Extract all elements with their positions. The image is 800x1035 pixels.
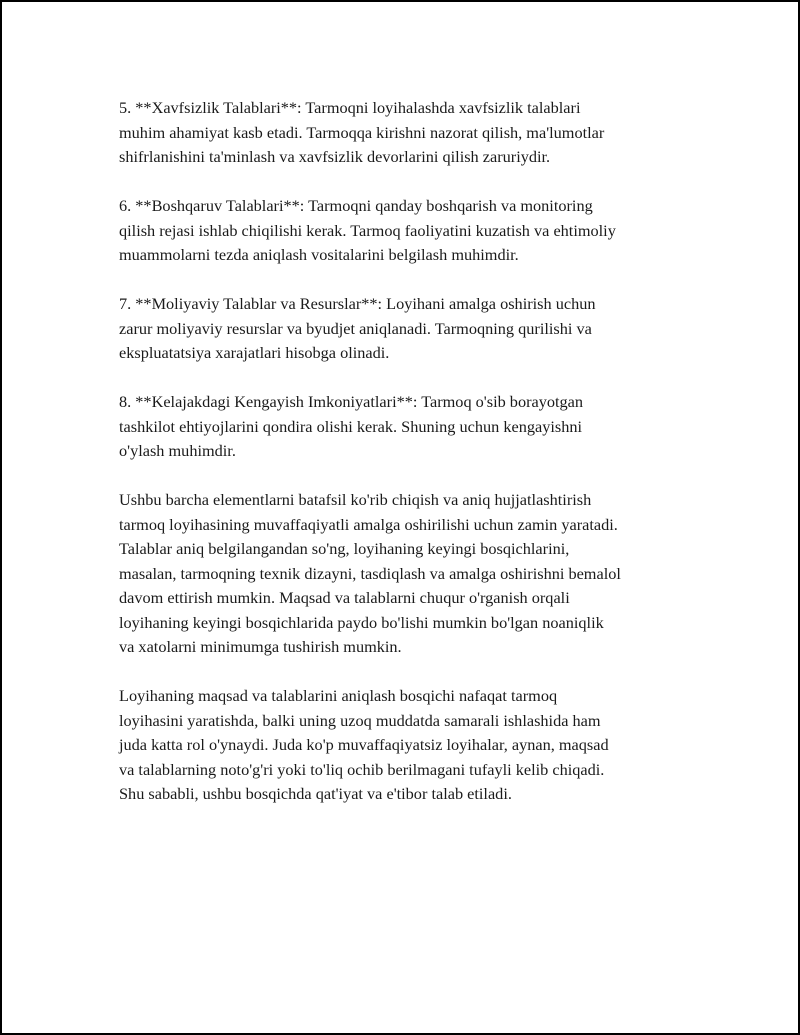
paragraph-security-requirements: 5. **Xavfsizlik Talablari**: Tarmoqni loyihalashda xavfsizlik talablari muhim ahamiyat kasb etadi. Tarmoqqa kirishni nazorat qilish, ma'lumotlar shifrlanishini ta'minlash va xavfsizlik devorlarini qilish zaruriydir. [119, 98, 605, 166]
paragraph-summary: Ushbu barcha elementlarni batafsil ko'rib chiqish va aniq hujjatlashtirish tarmoq loyihasining muvaffaqiyatli amalga oshirilishi uchun zamin yaratadi. Talablar aniq belgilangandan so'ng, loyihaning keyingi bosqichlarini, masalan, tarmoqning texnik dizayni, tasdiqlash va amalga oshirishni bemalol davom ettirish mumkin. Maqsad va talablarni chuqur o'rganish orqali loyihaning keyingi bosqichlarida paydo bo'lishi mumkin bo'lgan noaniqlik va xatolarni minimumga tushirish mumkin. [119, 490, 621, 656]
paragraph-conclusion: Loyihaning maqsad va talablarini aniqlash bosqichi nafaqat tarmoq loyihasini yaratishda, balki uning uzoq muddatda samarali ishlashida ham juda katta rol o'ynaydi. Juda ko'p muvaffaqiyatsiz loyihalar, aynan, maqsad va talablarning noto'g'ri yoki to'liq ochib berilmagani tufayli kelib chiqadi. Shu sababli, ushbu bosqichda qat'iyat va e'tibor talab etiladi. [119, 686, 609, 803]
paragraph-management-requirements: 6. **Boshqaruv Talablari**: Tarmoqni qanday boshqarish va monitoring qilish rejasi ishlab chiqilishi kerak. Tarmoq faoliyatini kuzatish va ehtimoliy muammolarni tezda aniqlash vositalarini belgilash muhimdir. [119, 196, 616, 264]
paragraph-future-expansion: 8. **Kelajakdagi Kengayish Imkoniyatlari**: Tarmoq o'sib borayotgan tashkilot ehtiyojlarini qondira olishi kerak. Shuning uchun kengayishni o'ylash muhimdir. [119, 392, 584, 460]
document-body [119, 96, 694, 807]
paragraph-financial-requirements: 7. **Moliyaviy Talablar va Resurslar**: Loyihani amalga oshirish uchun zarur moliyaviy resurslar va byudjet aniqlanadi. Tarmoqning qurilishi va ekspluatatsiya xarajatlari hisobga olinadi. [119, 294, 596, 362]
